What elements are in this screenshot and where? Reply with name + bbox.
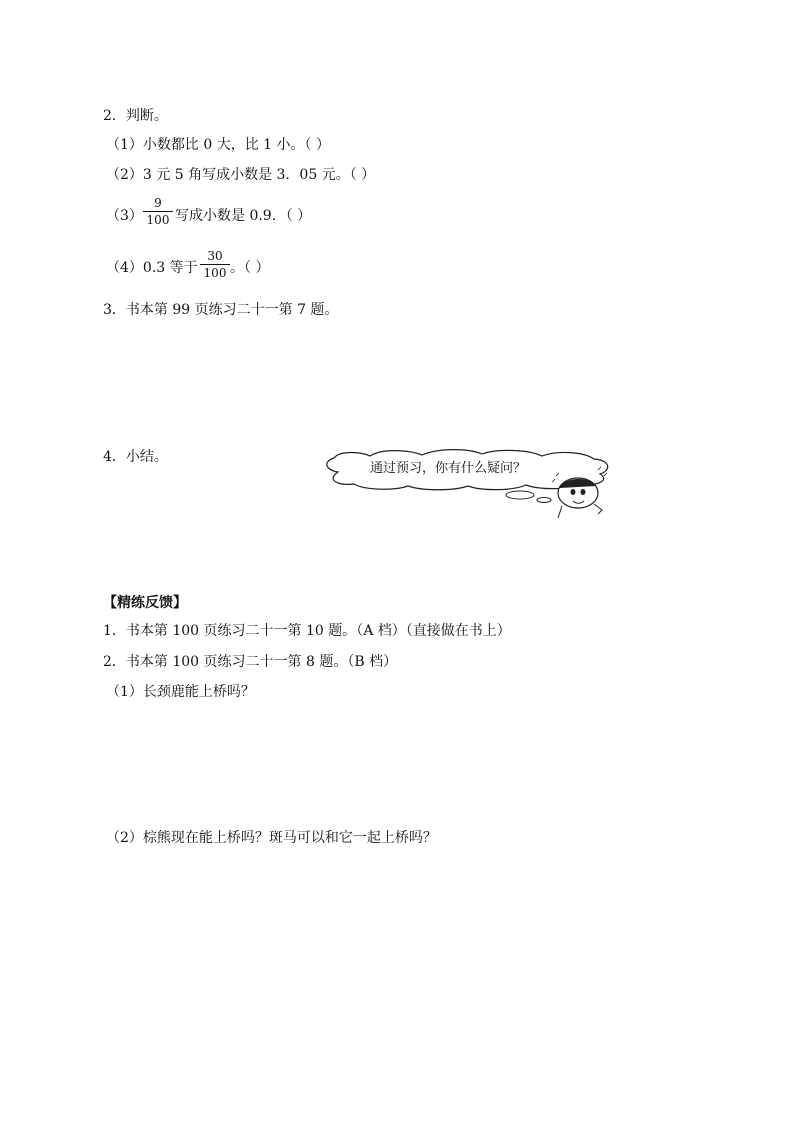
bubble-tail-small bbox=[537, 498, 551, 503]
feedback-item-2: 2．书本第 100 页练习二十一第 8 题。（B 档） bbox=[103, 654, 398, 670]
fraction-numerator: 30 bbox=[207, 249, 223, 263]
bubble-tail-large bbox=[506, 491, 534, 499]
feedback-item-1: 1．书本第 100 页练习二十一第 10 题。（A 档）（直接做在书上） bbox=[103, 623, 511, 639]
question-4-suffix: 。（ ） bbox=[230, 260, 270, 276]
feedback-subquestion-2: （2）棕熊现在能上桥吗？斑马可以和它一起上桥吗？ bbox=[106, 830, 437, 846]
section-2-heading: 2．判断。 bbox=[103, 108, 168, 124]
thought-bubble-text: 通过预习，你有什么疑问？ bbox=[370, 461, 527, 476]
question-3-prefix: （3） bbox=[106, 208, 143, 224]
question-4-prefix: （4）0.3 等于 bbox=[106, 260, 198, 276]
fraction-30-over-100 bbox=[200, 249, 230, 280]
fraction-bar bbox=[143, 211, 173, 212]
thought-bubble-illustration bbox=[318, 448, 618, 523]
feedback-subquestion-1: （1）长颈鹿能上桥吗？ bbox=[106, 684, 255, 700]
feedback-title: 【精练反馈】 bbox=[103, 595, 187, 611]
fraction-denominator: 100 bbox=[146, 213, 170, 227]
fraction-denominator: 100 bbox=[203, 266, 227, 280]
fraction-numerator: 9 bbox=[154, 196, 162, 210]
fraction-bar bbox=[200, 264, 230, 265]
question-3-suffix: 写成小数是 0.9．（ ） bbox=[175, 208, 312, 224]
question-2: （2）3 元 5 角写成小数是 3．05 元。（ ） bbox=[106, 167, 376, 183]
section-3-heading: 3．书本第 99 页练习二十一第 7 题。 bbox=[103, 302, 339, 318]
section-4-heading: 4．小结。 bbox=[103, 449, 168, 465]
question-1: （1）小数都比 0 大，比 1 小。（ ） bbox=[106, 137, 330, 153]
fraction-9-over-100 bbox=[143, 196, 173, 227]
